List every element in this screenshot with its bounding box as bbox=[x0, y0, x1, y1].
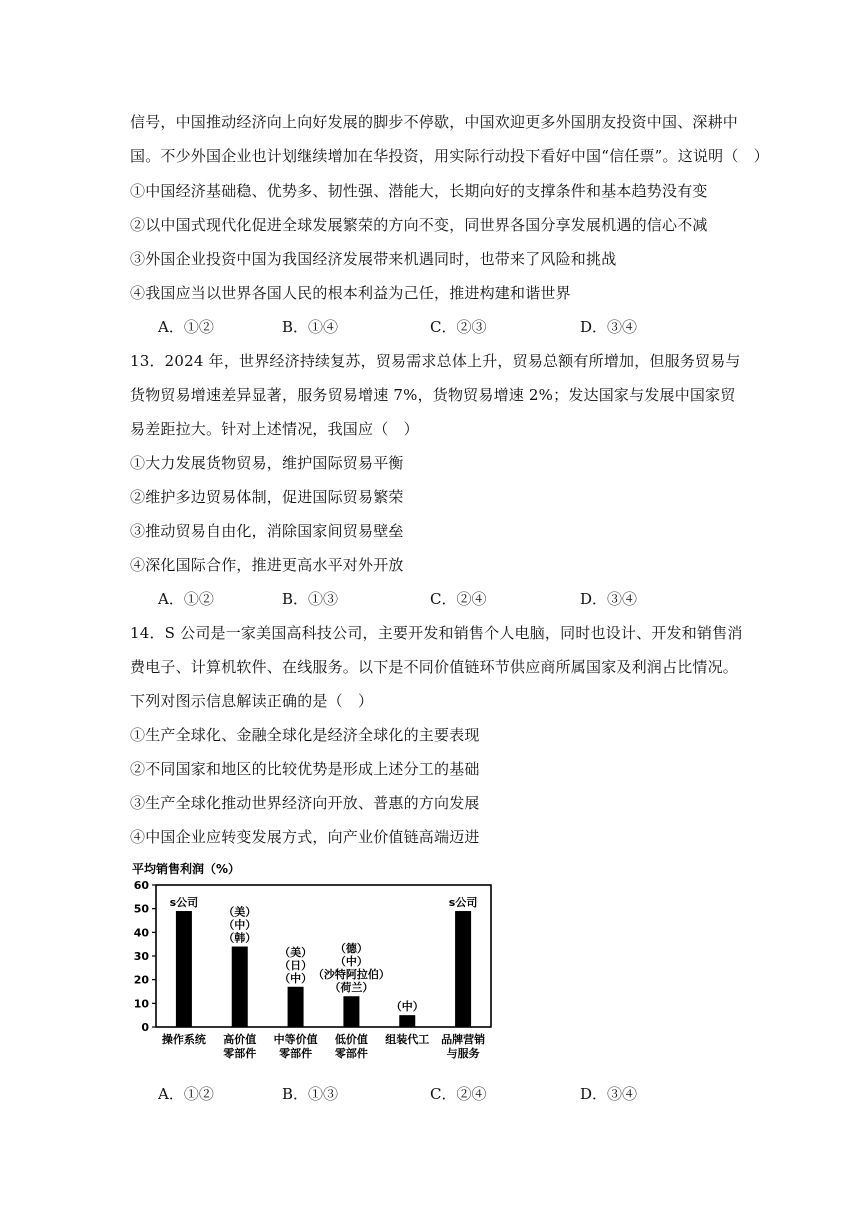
q12-statement-3: ③外国企业投资中国为我国经济发展带来机遇同时，也带来了风险和挑战 bbox=[130, 250, 617, 268]
bar-annotation: （荷兰） bbox=[329, 981, 374, 995]
x-tick-label: 零部件 bbox=[223, 1047, 257, 1060]
y-tick-label: 60 bbox=[133, 879, 149, 892]
q14-statement-3: ③生产全球化推动世界经济向开放、普惠的方向发展 bbox=[130, 794, 480, 812]
bar-annotation: （中） bbox=[390, 1000, 424, 1014]
bar-annotation: （中） bbox=[279, 971, 313, 985]
q14-statement-2: ②不同国家和地区的比较优势是形成上述分工的基础 bbox=[130, 760, 480, 778]
q13-stem-line: 13．2024 年，世界经济持续复苏，贸易需求总体上升，贸易总额有所增加，但服务贸易与 bbox=[130, 352, 741, 370]
profit-bar-chart-svg bbox=[118, 858, 503, 1063]
q12-option-d[interactable]: D．③④ bbox=[580, 318, 638, 336]
q12-stem-line: 信号，中国推动经济向上向好发展的脚步不停歇，中国欢迎更多外国朋友投资中国、深耕中 bbox=[130, 113, 739, 131]
q14-statement-1: ①生产全球化、金融全球化是经济全球化的主要表现 bbox=[130, 726, 480, 744]
bar-annotation: s公司 bbox=[448, 896, 478, 910]
bar bbox=[232, 947, 248, 1027]
bar-annotation: （沙特阿拉伯） bbox=[312, 968, 390, 982]
q12-option-b[interactable]: B．①④ bbox=[282, 318, 339, 336]
bar bbox=[399, 1015, 415, 1027]
x-tick-label: 与服务 bbox=[446, 1047, 480, 1060]
q13-statement-1: ①大力发展货物贸易，维护国际贸易平衡 bbox=[130, 454, 404, 472]
q13-option-b[interactable]: B．①③ bbox=[282, 590, 339, 608]
q14-stem-line: 下列对图示信息解读正确的是（ ） bbox=[130, 692, 374, 710]
q13-option-d[interactable]: D．③④ bbox=[580, 590, 638, 608]
q13-option-c[interactable]: C．②④ bbox=[430, 590, 487, 608]
y-tick-label: 20 bbox=[133, 973, 149, 987]
q13-stem-line: 易差距拉大。针对上述情况，我国应（ ） bbox=[130, 420, 419, 438]
x-tick-label: 组装代工 bbox=[385, 1033, 430, 1046]
q12-statement-4: ④我国应当以世界各国人民的根本利益为己任，推进构建和谐世界 bbox=[130, 284, 571, 302]
x-tick-label: 高价值 bbox=[223, 1033, 257, 1046]
bar bbox=[343, 996, 359, 1027]
q13-stem-line: 货物贸易增速差异显著，服务贸易增速 7%，货物贸易增速 2%；发达国家与发展中国家贸 bbox=[130, 386, 736, 404]
q12-option-a[interactable]: A．①② bbox=[158, 318, 214, 336]
bar-annotation: （德） bbox=[334, 942, 368, 956]
x-tick-label: 低价值 bbox=[334, 1033, 368, 1046]
q14-stem-line: 费电子、计算机软件、在线服务。以下是不同价值链环节供应商所属国家及利润占比情况。 bbox=[130, 658, 739, 676]
x-tick-label: 零部件 bbox=[279, 1047, 313, 1060]
y-tick-label: 0 bbox=[141, 1021, 149, 1034]
profit-bar-chart bbox=[118, 858, 503, 1063]
q14-stem-line: 14．S 公司是一家美国高科技公司，主要开发和销售个人电脑，同时也设计、开发和销售消 bbox=[130, 624, 743, 642]
q12-stem-line: 国。不少外国企业也计划继续增加在华投资，用实际行动投下看好中国“信任票”。这说明（ ） bbox=[130, 147, 769, 165]
x-tick-label: 品牌营销 bbox=[441, 1033, 486, 1046]
y-tick-label: 10 bbox=[133, 997, 149, 1011]
q12-options bbox=[158, 316, 718, 338]
q14-option-d[interactable]: D．③④ bbox=[580, 1085, 638, 1103]
chart-title: 平均销售利润（%） bbox=[132, 862, 241, 876]
x-tick-label: 零部件 bbox=[334, 1047, 368, 1060]
bar bbox=[176, 911, 192, 1027]
q13-options bbox=[158, 588, 718, 610]
q12-option-c[interactable]: C．②③ bbox=[430, 318, 487, 336]
bar-annotation: s公司 bbox=[169, 896, 199, 910]
q14-options bbox=[158, 1083, 718, 1105]
q14-statement-4: ④中国企业应转变发展方式，向产业价值链高端迈进 bbox=[130, 828, 480, 846]
y-tick-label: 40 bbox=[133, 926, 149, 940]
q13-statement-4: ④深化国际合作，推进更高水平对外开放 bbox=[130, 556, 404, 574]
q14-option-b[interactable]: B．①③ bbox=[282, 1085, 339, 1103]
q13-statement-2: ②维护多边贸易体制，促进国际贸易繁荣 bbox=[130, 488, 404, 506]
bar-annotation: （美） bbox=[279, 945, 313, 959]
bar-annotation: （中） bbox=[334, 955, 368, 969]
bar-annotation: （美） bbox=[223, 905, 257, 919]
bar-annotation: （中） bbox=[223, 918, 257, 932]
q14-option-a[interactable]: A．①② bbox=[158, 1085, 214, 1103]
q12-statement-2: ②以中国式现代化促进全球发展繁荣的方向不变，同世界各国分享发展机遇的信心不减 bbox=[130, 216, 708, 234]
bar bbox=[455, 911, 471, 1027]
q13-option-a[interactable]: A．①② bbox=[158, 590, 214, 608]
bar-annotation: （日） bbox=[279, 958, 313, 972]
x-tick-label: 中等价值 bbox=[273, 1033, 318, 1046]
q14-option-c[interactable]: C．②④ bbox=[430, 1085, 487, 1103]
bar-annotation: （韩） bbox=[223, 931, 257, 945]
chart-frame bbox=[156, 885, 491, 1027]
x-tick-label: 操作系统 bbox=[161, 1033, 206, 1046]
y-tick-label: 50 bbox=[133, 902, 149, 916]
y-tick-label: 30 bbox=[133, 950, 149, 963]
q12-statement-1: ①中国经济基础稳、优势多、韧性强、潜能大，长期向好的支撑条件和基本趋势没有变 bbox=[130, 182, 708, 200]
q13-statement-3: ③推动贸易自由化，消除国家间贸易壁垒 bbox=[130, 522, 404, 540]
bar bbox=[288, 987, 304, 1027]
